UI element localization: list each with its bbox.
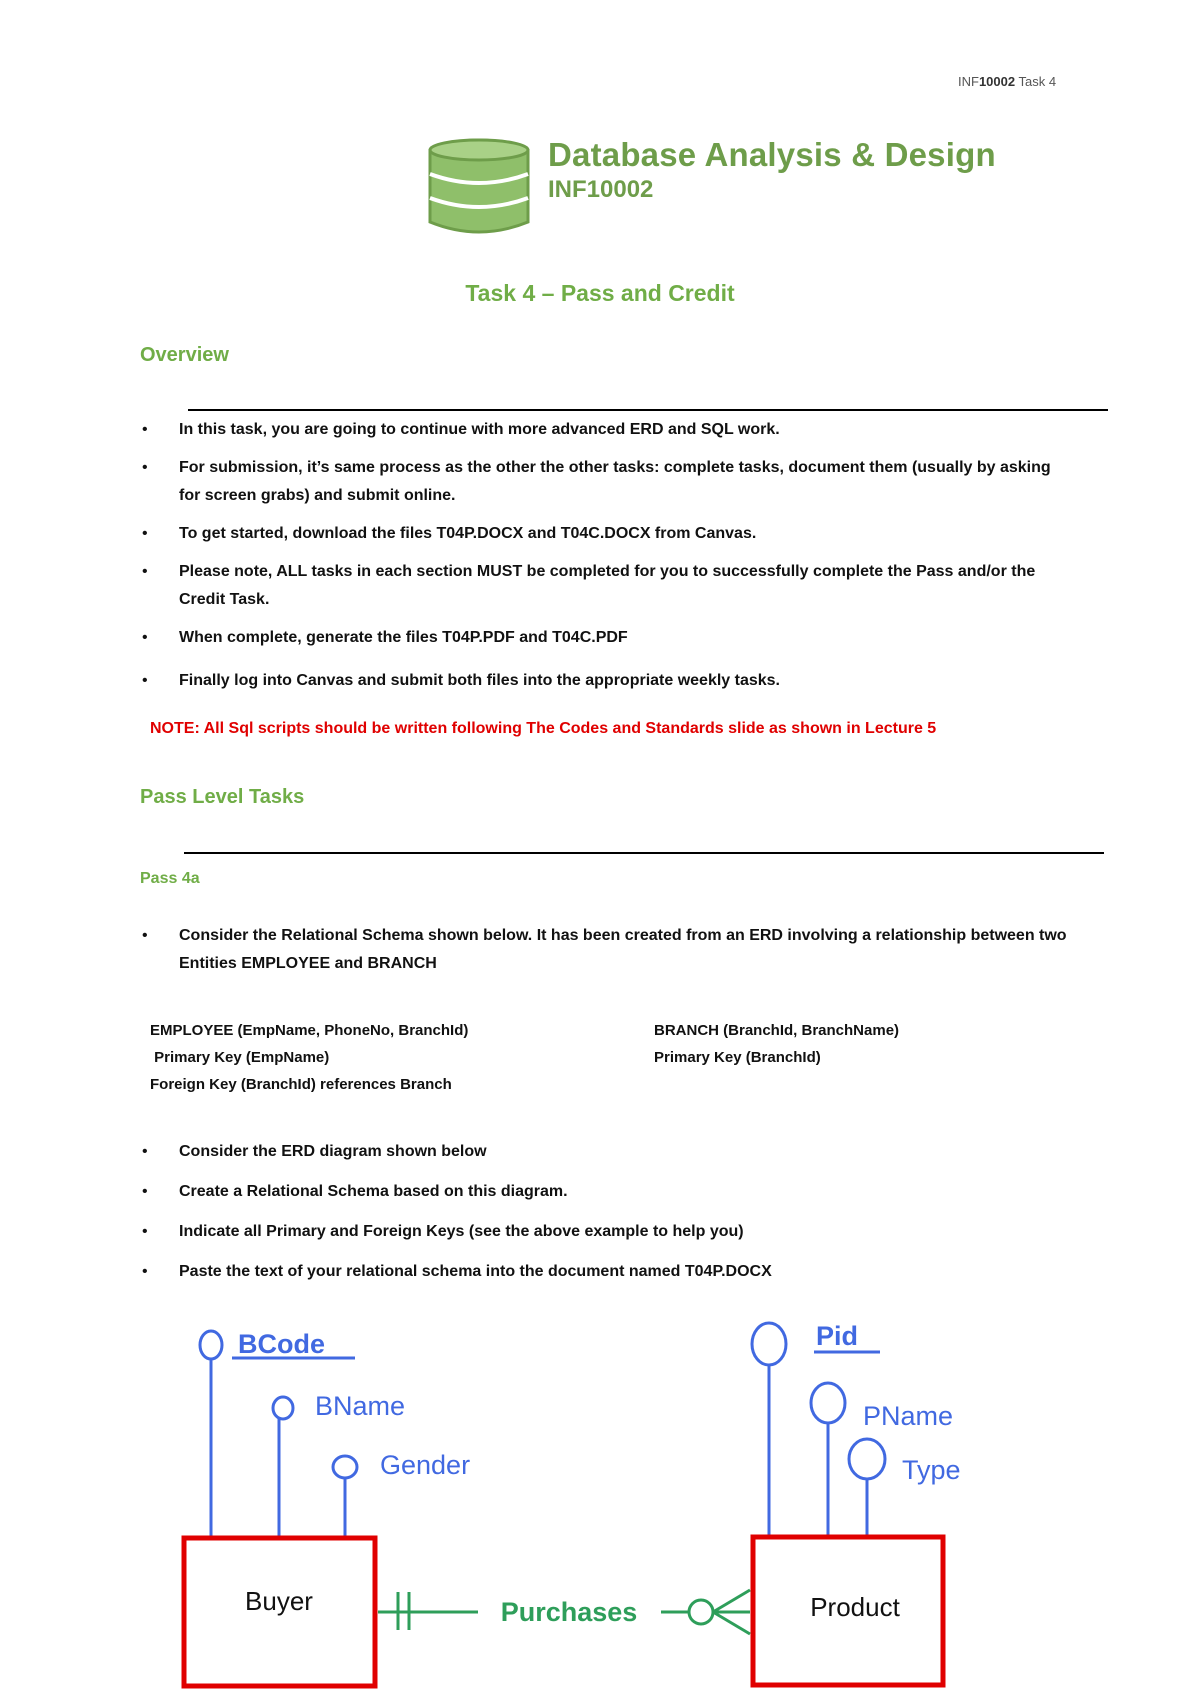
logo-course-code: INF10002	[548, 176, 654, 203]
schema-line: BRANCH (BranchId, BranchName)	[654, 1022, 900, 1039]
list-item: • For submission, it’s same process as the other the other tasks: complete tasks, document them (usually by asking for screen grabs) and submit online.	[142, 459, 1051, 504]
list-item: • To get started, download the files T04P.DOCX and T04C.DOCX from Canvas.	[142, 525, 757, 542]
erd-diagram	[0, 1300, 1200, 1696]
list-item: • Create a Relational Schema based on this diagram.	[142, 1183, 568, 1200]
database-logo-icon	[424, 134, 534, 242]
relationship-purchases-label: Purchases	[500, 1597, 638, 1627]
schema-line: Foreign Key (BranchId) references Branch	[150, 1076, 452, 1093]
logo-title: Database Analysis & Design	[548, 136, 996, 173]
list-item: • Consider the ERD diagram shown below	[142, 1143, 487, 1160]
sql-standards-note: NOTE: All Sql scripts should be written following The Codes and Standards slide as shown in Lecture 5	[150, 720, 937, 737]
attribute-bname-label: BName	[315, 1391, 406, 1421]
list-item: • When complete, generate the files T04P.PDF and T04C.PDF	[142, 629, 628, 646]
attribute-bcode-icon	[200, 1331, 222, 1359]
schema-line: EMPLOYEE (EmpName, PhoneNo, BranchId)	[150, 1022, 469, 1039]
crow-foot-lower	[713, 1612, 750, 1634]
attribute-bcode-label: BCode	[238, 1329, 325, 1359]
schema-line: Primary Key (EmpName)	[150, 1049, 330, 1066]
attribute-pid-icon	[752, 1323, 786, 1365]
list-item: • In this task, you are going to continue with more advanced ERD and SQL work.	[142, 421, 780, 438]
employee-schema	[150, 1017, 468, 1098]
attribute-type-icon	[849, 1439, 885, 1479]
header-reference: INF10002 Task 4	[958, 74, 1057, 89]
attribute-gender-icon	[333, 1456, 357, 1478]
overview-divider	[188, 409, 1108, 411]
list-item: • Consider the Relational Schema shown below. It has been created from an ERD involving a relationship between two Entities EMPLOYEE and BRANCH	[142, 927, 1067, 972]
attribute-pname-icon	[811, 1383, 845, 1423]
attribute-bname-icon	[273, 1397, 293, 1419]
pass-divider	[184, 852, 1104, 854]
pass-level-heading: Pass Level Tasks	[140, 786, 305, 808]
list-item: • Indicate all Primary and Foreign Keys (see the above example to help you)	[142, 1223, 744, 1240]
schema-line: Primary Key (BranchId)	[654, 1049, 821, 1066]
crow-foot-upper	[713, 1590, 750, 1612]
attribute-type-label: Type	[902, 1455, 961, 1485]
pass-4a-heading: Pass 4a	[140, 870, 200, 887]
pass-task-list	[140, 1138, 1070, 1286]
branch-schema	[654, 1017, 899, 1071]
attribute-pname-label: PName	[863, 1401, 954, 1431]
list-item: • Finally log into Canvas and submit both files into the appropriate weekly tasks.	[142, 672, 780, 689]
list-item: • Paste the text of your relational schema into the document named T04P.DOCX	[142, 1263, 772, 1280]
overview-bullet-list	[140, 416, 1070, 695]
pass-intro-list	[140, 922, 1070, 978]
zero-mark-icon	[689, 1600, 713, 1624]
entity-product-label: Product	[810, 1592, 900, 1622]
document-title: Task 4 – Pass and Credit	[465, 280, 735, 306]
list-item: • Please note, ALL tasks in each section MUST be completed for you to successfully complete the Pass and/or the Credit Task.	[142, 563, 1036, 608]
overview-heading: Overview	[140, 344, 229, 366]
entity-buyer-label: Buyer	[245, 1586, 313, 1616]
attribute-pid-label: Pid	[816, 1321, 859, 1351]
attribute-gender-label: Gender	[380, 1450, 471, 1480]
